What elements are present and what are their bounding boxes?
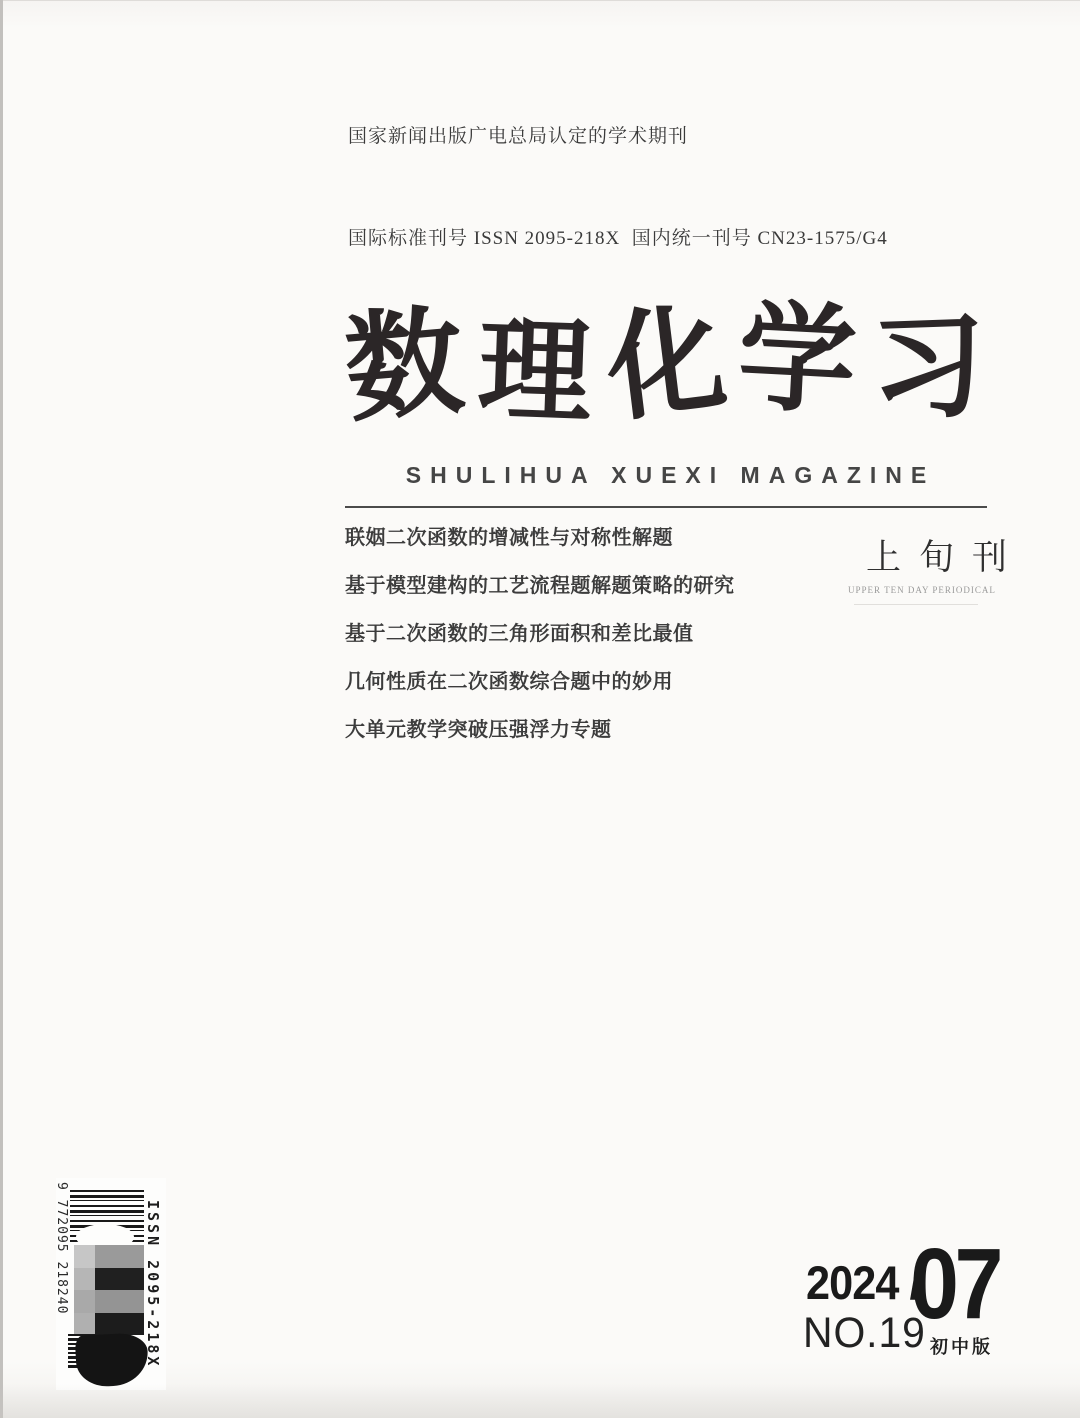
featured-article-list: [345, 527, 735, 767]
article-title: 基于模型建构的工艺流程题解题策略的研究: [345, 575, 735, 597]
barcode-digits: 9 772095 218240: [54, 1182, 69, 1315]
mosaic-cell: [74, 1245, 95, 1268]
edition-label-en: UPPER TEN DAY PERIODICAL: [848, 585, 996, 595]
article-title: 基于二次函数的三角形面积和差比最值: [345, 623, 694, 645]
magazine-title-pinyin: SHULIHUA XUEXI MAGAZINE: [405, 462, 936, 488]
edition-block: [848, 530, 1026, 605]
issn-barcode: [56, 1178, 166, 1390]
mosaic-cell: [74, 1313, 95, 1336]
issue-info-block: [800, 1228, 1020, 1373]
certification-line: 国家新闻出版广电总局认定的学术期刊: [348, 126, 689, 147]
title-char: 理: [475, 307, 594, 438]
mosaic-cell: [74, 1268, 95, 1291]
magazine-title-calligraphy: [339, 288, 988, 448]
issue-year: 2024 /: [806, 1256, 921, 1309]
issue-number: NO.19: [803, 1309, 926, 1357]
title-char: 化: [599, 292, 733, 437]
barcode-bars: [70, 1190, 144, 1242]
article-title: 联姻二次函数的增减性与对称性解题: [345, 527, 673, 549]
mosaic-cell: [95, 1290, 144, 1313]
title-char: 习: [868, 303, 988, 435]
photo-shadow-wash: [0, 1384, 1080, 1418]
title-char: 学: [734, 292, 860, 430]
masthead-divider: [345, 506, 987, 508]
mosaic-cell: [95, 1268, 144, 1291]
issue-edition-label: 初中版: [930, 1337, 993, 1357]
title-char: 数: [339, 296, 469, 437]
edition-label-cn: 上旬刊: [866, 538, 1026, 577]
issue-month: 07: [910, 1228, 1000, 1340]
barcode-issn-label: ISSN 2095-218X: [144, 1200, 162, 1369]
barcode-censor-mosaic: [74, 1245, 144, 1335]
barcode-censor-blob: [75, 1332, 150, 1388]
issn-cn-line: 国际标准刊号 ISSN 2095-218X 国内统一刊号 CN23-1575/G4: [348, 228, 888, 249]
mosaic-cell: [74, 1290, 95, 1313]
certification-issn-info: [348, 52, 888, 324]
mosaic-cell: [95, 1313, 144, 1336]
edition-underline: [854, 604, 978, 605]
article-title: 大单元教学突破压强浮力专题: [345, 719, 612, 741]
mosaic-cell: [95, 1245, 144, 1268]
article-title: 几何性质在二次函数综合题中的妙用: [345, 671, 673, 693]
